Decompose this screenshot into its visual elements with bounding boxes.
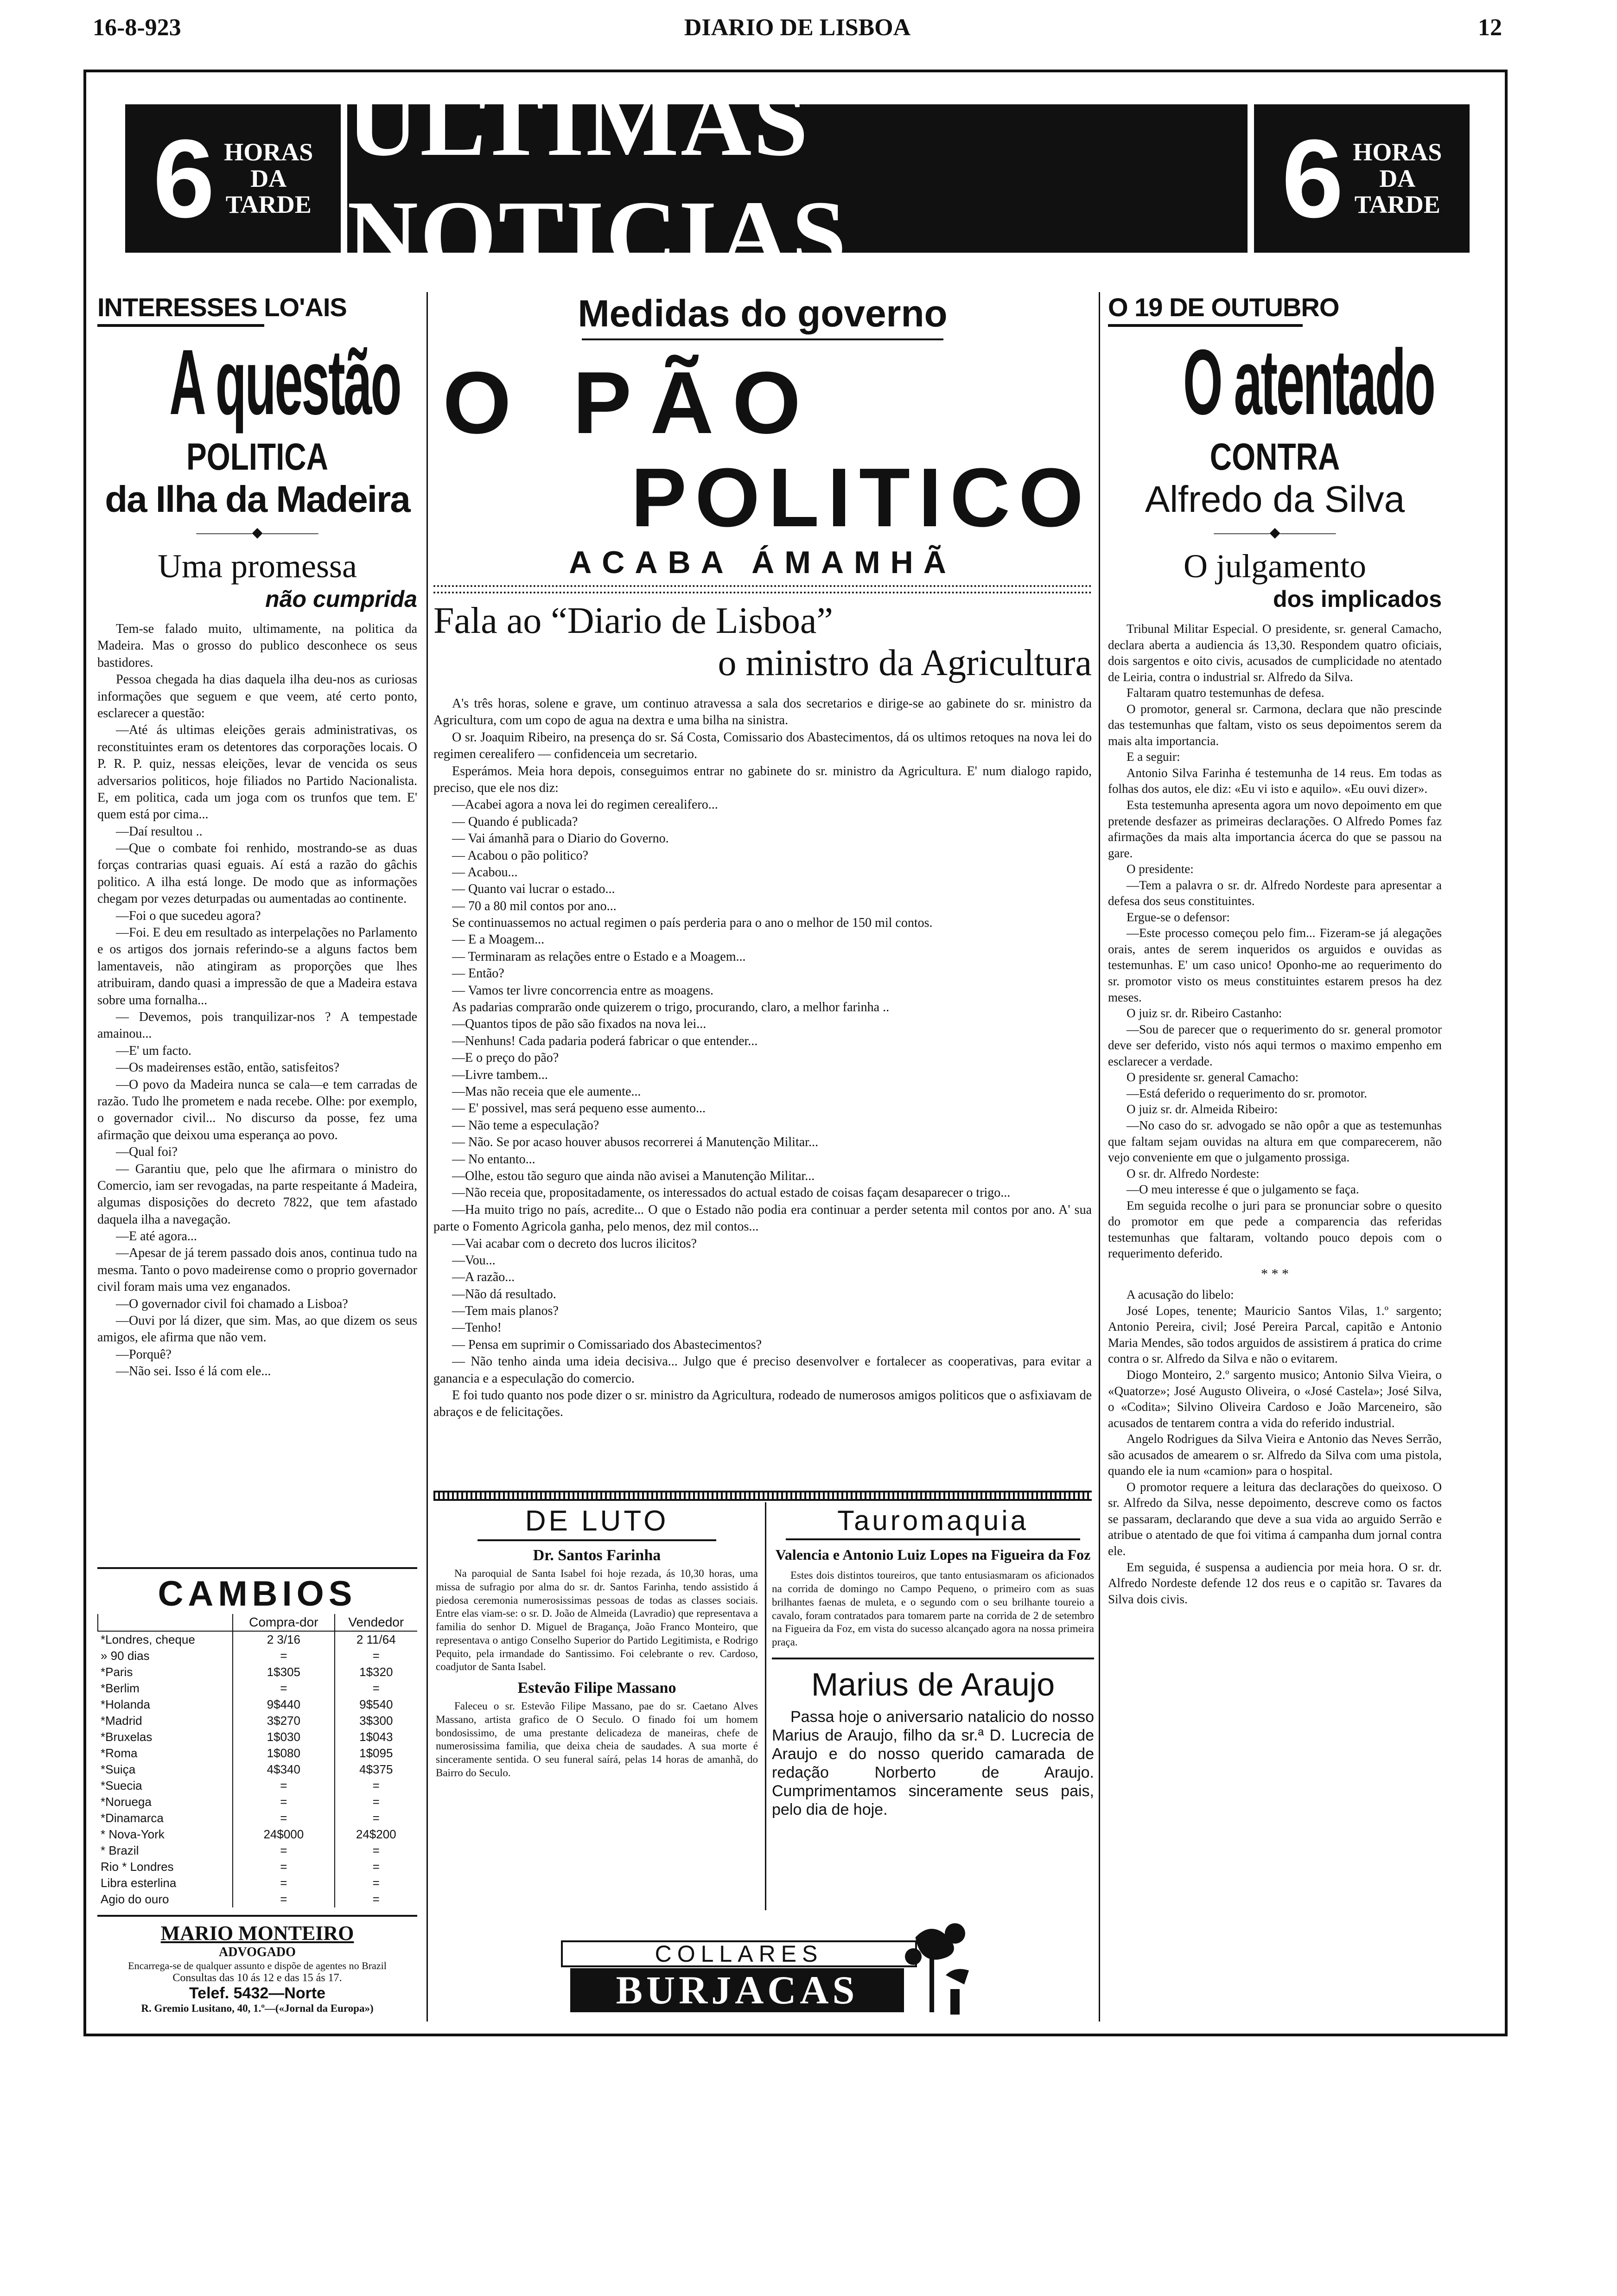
subheadline-2: não cumprida <box>265 586 417 612</box>
lawyer-ad <box>97 1915 417 2015</box>
headline: O atentado <box>1183 331 1434 434</box>
exchange-place: Rio * Londres <box>101 1860 174 1874</box>
exchange-place: *Madrid <box>101 1714 142 1728</box>
exchange-buy: = <box>233 1810 334 1826</box>
exchange-buy: 2 3/16 <box>233 1631 334 1648</box>
exchange-place: *Londres, cheque <box>101 1633 195 1646</box>
exchange-buy: = <box>233 1794 334 1810</box>
exchange-sell: = <box>335 1859 417 1875</box>
exchange-sell: = <box>335 1778 417 1794</box>
title-rule <box>786 1538 1080 1540</box>
article-body: A's três horas, solene e grave, um continuo atravessa a sala dos secretarios e dirige-se ao gabinete do sr. ministro da Agricultura, com um copo de agua na dextra e uma bilha na sinistra. O sr. Joaquim Ribeiro, na presença do sr. Sá Costa, Comissario dos Abastecimentos, dá os ultimos retoques na nova lei do regimen cerealifero — confidenceia um secretario. Esperámos. Meia hora depois, conseguimos entrar no gabinete do sr. ministro da Agricultura. E' num dialogo rapido, preciso, que ele nos diz: —Acabei agora a nova lei do regimen cerealifero... — Quando é publicada? — Vai ámanhã para o Diario do Governo. — Acabou o pão politico? — Acabou... — Quanto vai lucrar o estado... — 70 a 80 mil contos por ano... Se continuassemos no actual regimen o país perderia para o ano o melhor de 150 mil contos. — E a Moagem... — Terminaram as relações entre o Estado e a Moagem... — Então? — Vamos ter livre concorrencia entre as moagens. As padarias comprarão onde quizerem o trigo, procurando, claro, a melhor farinha .. —Quantos tipos de pão são fixados na nova lei... —Nenhuns! Cada padaria poderá fabricar o que entender... —E o preço do pão? —Livre tambem... —Mas não receia que ele aumente... — E' possivel, mas será pequeno esse aumento... — Não teme a especulação? — Não. Se por acaso houver abusos recorrerei á Manutenção Militar... — No entanto... —Olhe, estou tão seguro que ainda não avisei a Manutenção Militar... —Não receia que, propositadamente, os interessados do actual estado de coisas façam desaparecer o trigo... —Ha muito trigo no país, acredite... O que o Estado não podia era continuar a perder setenta mil contos por ano. A' sua parte o Fomento Agricola ganha, pelo menos, dez mil contos... —Vai acabar com o decreto dos lucros ilicitos? —Vou... —A razão... —Não dá resultado. —Tem mais planos? —Tenho! — Pensa em suprimir o Comissariado dos Abastecimentos? — Não tenho ainda uma ideia decisiva... Julgo que é preciso desenvolver e fortalecer as cooperativas, para evitar a ganancia e a especulação do comercio. E foi tudo quanto nos pode dizer o sr. ministro da Agricultura, rodeado de numerosos amigos politicos que o asfixiavam de abraços e de felicitações. <box>433 696 1092 1420</box>
exchange-row <box>98 1648 417 1664</box>
edition-badge-left <box>125 104 341 253</box>
exchange-row <box>98 1745 417 1761</box>
paper-name: DIARIO DE LISBOA <box>684 14 911 41</box>
edition-time: HORAS DA TARDE <box>224 138 313 219</box>
lawyer-role: ADVOGADO <box>219 1945 296 1959</box>
exchange-place: *Berlim <box>101 1681 140 1695</box>
exchange-place: *Suiça <box>101 1762 136 1776</box>
exchange-buy: = <box>233 1859 334 1875</box>
exchange-sell: = <box>335 1810 417 1826</box>
headline-line2: POLITICO <box>631 451 1092 544</box>
exchange-sell: = <box>335 1891 417 1907</box>
headline-line2: POLITICA <box>186 436 329 478</box>
exchange-buy: 4$340 <box>233 1761 334 1778</box>
subheadline: O julgamento <box>1184 548 1366 585</box>
exchange-place: * Brazil <box>101 1843 139 1857</box>
kicker-rule <box>582 338 943 340</box>
kicker-rule <box>1108 324 1303 327</box>
masthead-banner <box>125 67 1470 289</box>
exchange-sell: 9$540 <box>335 1696 417 1713</box>
exchange-row <box>98 1696 417 1713</box>
kicker-rule <box>97 324 264 327</box>
exchange-sell: = <box>335 1680 417 1696</box>
article-kicker: Medidas do governo <box>578 293 948 335</box>
left-article <box>97 292 417 1380</box>
article-kicker: INTERESSES LO'AIS <box>97 293 347 322</box>
bullfighting-section <box>772 1505 1094 1819</box>
exchange-row <box>98 1810 417 1826</box>
exchange-row <box>98 1891 417 1907</box>
exchange-buy: = <box>233 1875 334 1891</box>
exchange-sell: = <box>335 1648 417 1664</box>
exchange-buy: 1$080 <box>233 1745 334 1761</box>
exchange-place: *Bruxelas <box>101 1730 153 1744</box>
column-rule <box>765 1502 766 1910</box>
birthday-name: Marius de Araujo <box>811 1666 1055 1703</box>
buy-column-header: Compra-dor <box>233 1614 334 1631</box>
lawyer-phone: Telef. 5432—Norte <box>189 1984 326 2002</box>
exchange-sell: 3$300 <box>335 1713 417 1729</box>
exchange-sell: = <box>335 1875 417 1891</box>
subheadline-2: o ministro da Agricultura <box>718 643 1092 683</box>
exchange-row <box>98 1859 417 1875</box>
exchange-sell: 2 11/64 <box>335 1631 417 1648</box>
lawyer-address: R. Gremio Lusitano, 40, 1.º—(«Jornal da Europa») <box>141 2003 374 2014</box>
headline: O PÃO <box>443 354 820 452</box>
birthday-text: Passa hoje o aniversario natalicio do nosso Marius de Araujo, filho da sr.ª D. Lucrecia de Araujo e do nosso querido camarada de redação Norberto de Araujo. Cumprimentamos sinceramente seus pais, pelo dia de hoje. <box>772 1708 1094 1819</box>
exchange-sell: 1$043 <box>335 1729 417 1745</box>
edition-badge-right <box>1254 104 1470 253</box>
headline: A questão <box>169 331 401 434</box>
bullfighting-headline: Valencia e Antonio Luiz Lopes na Figueira da Foz <box>775 1546 1091 1563</box>
exchange-buy: 24$000 <box>233 1826 334 1843</box>
headline-line3: da Ilha da Madeira <box>105 478 410 520</box>
lawyer-text: Encarrega-se de qualquer assunto e dispõe de agentes no Brazil <box>128 1960 387 1971</box>
exchange-buy: 1$305 <box>233 1664 334 1680</box>
exchange-row <box>98 1761 417 1778</box>
exchange-row <box>98 1713 417 1729</box>
exchange-row <box>98 1778 417 1794</box>
exchange-row <box>98 1631 417 1648</box>
exchange-buy: = <box>233 1648 334 1664</box>
lawyer-name: MARIO MONTEIRO <box>160 1922 354 1945</box>
exchange-place: *Noruega <box>101 1795 152 1809</box>
exchange-row <box>98 1794 417 1810</box>
lawyer-hours: Consultas das 10 ás 12 e das 15 ás 17. <box>172 1972 342 1984</box>
edition-number: 6 <box>153 116 215 241</box>
exchange-buy: 1$030 <box>233 1729 334 1745</box>
exchange-row <box>98 1843 417 1859</box>
obituary-title: DE LUTO <box>525 1505 669 1537</box>
exchange-sell: 1$095 <box>335 1745 417 1761</box>
bullfighting-text: Estes dois distintos toureiros, que tanto entusiasmaram os aficionados na corrida de domingo no Campo Pequeno, o primeiro com as suas brilhantes faenas de muleta, e o segundo com o seu brilhante toureio a cavalo, foram contratados para tomarem parte na corrida de 2 de setembro na Figueira da Foz, em vista do sucesso alcançado agora na nossa primeira praça. <box>772 1569 1094 1648</box>
center-article <box>433 292 1092 1421</box>
subheadline-2: dos implicados <box>1273 586 1442 612</box>
bullfighting-title: Tauromaquia <box>837 1505 1029 1536</box>
exchange-place: Agio do ouro <box>101 1892 169 1906</box>
obituary-section <box>436 1505 758 1780</box>
section-stars: * * * <box>1261 1266 1289 1282</box>
sell-column-header: Vendedor <box>335 1614 417 1631</box>
section-rule <box>772 1658 1094 1659</box>
ad-line-1: COLLARES <box>561 1940 917 1967</box>
page-header <box>93 14 1502 46</box>
ornament-divider <box>433 585 1092 593</box>
edition-number: 6 <box>1281 116 1344 241</box>
exchange-row <box>98 1664 417 1680</box>
obituary-text: Na paroquial de Santa Isabel foi hoje rezada, ás 10,30 horas, uma missa de sufragio por alma do sr. dr. Santos Farinha, tendo assistido á piedosa ceremonia numerosissimas pessoas de todas as classes sociais. Entre elas viam-se: o sr. D. João de Almeida (Lavradio) que representava a familia do senhor D. Miguel de Bragança, João Franco Monteiro, que representava o antigo Conselho Superior do Partido Legitimista, e Rodrigo Pequito, pela irmandade do Santissimo. Foi celebrante o rev. Cardoso, coadjutor de Santa Isabel. <box>436 1568 758 1673</box>
column-rule <box>427 292 428 2022</box>
exchange-sell: = <box>335 1794 417 1810</box>
exchange-place: *Suecia <box>101 1779 142 1792</box>
ornament-divider: ————◆———— <box>196 525 318 540</box>
exchange-place: » 90 dias <box>101 1649 150 1663</box>
exchange-row <box>98 1826 417 1843</box>
article-body: Tribunal Militar Especial. O presidente, sr. general Camacho, declara aberta a audiencia ás 13,30. Respondem quatro oficiais, dois sargentos e oito civis, acusados de cumplicidade no atentado de Leiria, contra o industrial sr. Alfredo da Silva. Faltaram quatro testemunhas de defesa. O promotor, general sr. Carmona, declara que não prescinde das testemunhas que faltam, visto os seus depoimentos serem da mais alta importancia. E a seguir: Antonio Silva Farinha é testemunha de 14 reus. Em todas as folhas dos autos, ele diz: «Eu vi isto e aquilo». «Eu ouvi dizer». Esta testemunha apresenta agora um novo depoimento em que pretende desfazer as primeiras declarações. O Alfredo Pomes faz afirmações da mais alta importancia ácerca do que se passou na gare. O presidente: —Tem a palavra o sr. dr. Alfredo Nordeste para apresentar a defesa dos seus constituintes. Ergue-se o defensor: —Este processo começou pelo fim... Fizeram-se já alegações orais, antes de serem inqueridos os arguidos e ouvidas as testemunhas. E' um caso unico! Oponho-me ao requerimento do sr. promotor visto os meus constituintes estarem presos ha dez meses. O juiz sr. dr. Ribeiro Castanho: —Sou de parecer que o requerimento do sr. general promotor deve ser deferido, visto nós aqui termos o maximo empenho em esclarecer a verdade. O presidente sr. general Camacho: —Está deferido o requerimento do sr. promotor. O juiz sr. dr. Almeida Ribeiro: —No caso do sr. advogado se não opôr a que as testemunhas que faltam sejam ouvidas na altura em que comparecerem, não vejo conveniente em que o julgamento prossiga. O sr. dr. Alfredo Nordeste: —O meu interesse é que o julgamento se faça. Em seguida recolhe o juri para se pronunciar sobre o quesito do promotor em que pede a comparencia das referidas testemunhas que faltaram, voltando pouco depois com o requerimento deferido. * * * A acusação do libelo: José Lopes, tenente; Mauricio Santos Vilas, 1.º sargento; Antonio Pereira, civil; José Pereira Parcal, capitão e Antonio Maria Mendes, são todos arguidos de assistirem á pratica do crime contra o sr. Alfredo da Silva e não o evitarem. Diogo Monteiro, 2.º sargento musico; Antonio Silva Vieira, o «Quatorze»; José Augusto Oliveira, o «José Castela»; José Silva, o «Codita»; Silvino Oliveira Cardoso e João Marceneiro, são acusados de tentarem contra a vida do referido industrial. Angelo Rodrigues da Silva Vieira e Antonio das Neves Serrão, são acusados de amearem o sr. Alfredo da Silva com uma pistola, quando ele ia num «camion» para o hospital. O promotor requere a leitura das declarações do queixoso. O sr. Alfredo da Silva, nesse depoimento, descreve como os factos se passaram, declarando que deve a sua vida ao arguido Serrão e atribue o atentado de que foi vitima á campanha dum jornal contra ele. Em seguida, é suspensa a audiencia por meia hora. O sr. dr. Alfredo Nordeste defende 12 dos reus e o capitão sr. Tavares da Silva dois civis. <box>1108 622 1442 1606</box>
exchange-place: *Roma <box>101 1746 138 1760</box>
obituary-name: Estevão Filipe Massano <box>517 1679 676 1696</box>
banner-title: ULTIMAS NOTICIAS <box>347 104 1248 253</box>
exchange-place: *Dinamarca <box>101 1811 164 1825</box>
collares-ad <box>547 1920 1011 2019</box>
exchange-buy: = <box>233 1843 334 1859</box>
exchange-place: *Paris <box>101 1665 133 1679</box>
subheadline: Uma promessa <box>158 548 357 585</box>
page-number: 12 <box>1478 14 1502 41</box>
headline-line3: Alfredo da Silva <box>1145 478 1405 520</box>
ornament-divider: ————◆———— <box>1214 525 1336 540</box>
exchange-buy: 9$440 <box>233 1696 334 1713</box>
section-divider <box>433 1491 1092 1501</box>
exchange-place: *Holanda <box>101 1697 150 1711</box>
exchange-buy: = <box>233 1680 334 1696</box>
headline-line2: CONTRA <box>1210 436 1340 478</box>
exchange-row <box>98 1729 417 1745</box>
exchange-buy: 3$270 <box>233 1713 334 1729</box>
headline-line3: ACABA ÁMAMHÃ <box>569 545 956 580</box>
exchange-rates <box>97 1567 417 1907</box>
exchange-sell: 4$375 <box>335 1761 417 1778</box>
exchange-sell: 24$200 <box>335 1826 417 1843</box>
exchange-place: Libra esterlina <box>101 1876 177 1890</box>
subheadline: Fala ao “Diario de Lisboa” <box>433 600 833 641</box>
title-rule <box>477 1539 716 1541</box>
right-article <box>1108 292 1442 1607</box>
exchange-row <box>98 1875 417 1891</box>
exchange-sell: 1$320 <box>335 1664 417 1680</box>
exchange-table <box>97 1614 417 1907</box>
edition-time: HORAS DA TARDE <box>1353 138 1442 219</box>
section-rule <box>97 1915 417 1917</box>
column-rule <box>1099 292 1100 2022</box>
exchange-title: CAMBIOS <box>158 1574 357 1614</box>
obituary-name: Dr. Santos Farinha <box>533 1547 661 1564</box>
issue-date: 16-8-923 <box>93 14 181 41</box>
article-body: Tem-se falado muito, ultimamente, na politica da Madeira. Mas o grosso do publico desconhece os seus bastidores. Pessoa chegada ha dias daquela ilha deu-nos as curiosas informações que seguem e que veem, até certo ponto, esclarecer a questão: —Até ás ultimas eleições gerais administrativas, os reconstituintes eram os detentores das corporações locais. O P. R. P. quiz, nessas eleições, levar de vencida os seus adversarios politicos, hoje filiados no Partido Nacionalista. E, em politica, cada um joga com os trunfos que tem. E' quem está por cima... —Daí resultou .. —Que o combate foi renhido, mostrando-se as duas forças contrarias quasi eguais. Aí está a razão do gâchis politico. A ilha está longe. De modo que as informações chegam por vezes deturpadas ou aumentadas ao continente. —Foi o que sucedeu agora? —Foi. E deu em resultado as interpelações no Parlamento e os artigos dos jornais referindo-se a alguns factos bem lamentaveis, não atingiram as proporções que lhes atribuiram, dando quasi a impressão de que a Madeira estava sobre uma fornalha... — Devemos, pois tranquilizar-nos ? A tempestade amainou... —E' um facto. —Os madeirenses estão, então, satisfeitos? —O povo da Madeira nunca se cala—e tem carradas de razão. Tudo lhe prometem e nada recebe. Olhe: por exemplo, o governador civil... No discurso da posse, fez uma afirmação que deixou uma esperança ao povo. —Qual foi? — Garantiu que, pelo que lhe afirmara o ministro do Comercio, iam ser revogadas, na parte respeitante á Madeira, algumas disposições do decreto 7822, que tem afastado daquela ilha a navegação. —E até agora... —Apesar de já terem passado dois anos, continua tudo na mesma. Tanto o povo madeirense como o proprio governador civil foram mais uma vez enganados. —O governador civil foi chamado a Lisboa? —Ouvi por lá dizer, que sim. Mas, ao que dizem os seus amigos, ele afirma que não vem. —Porquê? —Não sei. Isso é lá com ele... <box>97 622 417 1379</box>
ad-line-2: BURJACAS <box>570 1968 904 2012</box>
exchange-buy: = <box>233 1778 334 1794</box>
obituary-text: Faleceu o sr. Estevão Filipe Massano, pae do sr. Caetano Alves Massano, artista grafico de O Seculo. O finado foi um homem bondosissimo, de uma prestante delicadeza de maneiras, chefe de numerosissima familia, que deixa cheia de saudades. A sua morte é sinceramente sentida. O seu funeral saírá, pelas 14 horas de amanhã, do Bairro do Seculo. <box>436 1700 758 1779</box>
article-kicker: O 19 DE OUTUBRO <box>1108 293 1339 322</box>
exchange-buy: = <box>233 1891 334 1907</box>
section-rule <box>97 1567 417 1569</box>
exchange-place: * Nova-York <box>101 1827 165 1841</box>
exchange-sell: = <box>335 1843 417 1859</box>
exchange-row <box>98 1680 417 1696</box>
